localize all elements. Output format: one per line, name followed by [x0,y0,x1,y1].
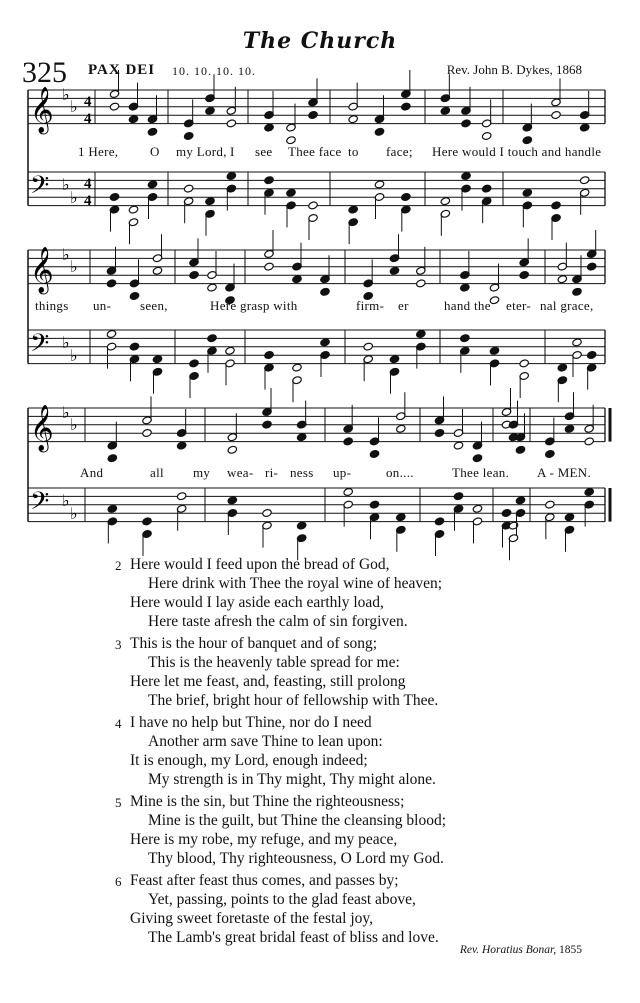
note-head [572,287,582,296]
author-credit [460,944,582,956]
verse-line: Giving sweet foretaste of the festal joy, [130,910,374,927]
note-head [369,449,379,458]
verse-number: 3 [115,637,122,652]
note-head [434,517,444,526]
lyric-syllable: Thee lean. [452,465,510,480]
flat-icon: ♭ [62,245,70,264]
note-head [109,102,119,111]
lyric-syllable: face; [386,144,413,159]
note-head [557,363,567,372]
note-head [416,279,426,288]
note-head [515,496,525,505]
verse-number: 6 [115,874,122,889]
note-head [522,188,532,197]
lyric-syllable: ness [290,465,314,480]
note-head [481,184,491,193]
flat-icon: ♭ [70,257,78,276]
note-head [551,110,561,119]
flat-icon: ♭ [62,333,70,352]
note-head [205,197,215,206]
note-head [572,338,582,347]
note-head [296,433,306,442]
note-head [129,342,139,351]
note-head [416,329,426,338]
flat-icon: ♭ [70,97,78,116]
note-head [501,508,511,517]
verse-line: Here would I lay aside each earthly load, [130,594,384,611]
note-head [472,454,482,463]
verse-line: Thy blood, Thy righteousness, O Lord my God. [148,850,444,867]
note-head [481,131,491,140]
verse-block [0,792,640,872]
note-head [396,513,406,522]
lyric-syllable: eter- [506,298,532,313]
verse-line: Here would I feed upon the bread of God, [130,556,390,573]
verse-line: Here let me feast, and, feasting, still prolong [130,673,406,690]
lyric-syllable: all [150,465,164,480]
flat-icon: ♭ [70,504,78,523]
lyric-syllable: up- [333,465,352,480]
lyric-syllable: ri- [265,465,279,480]
note-head [176,441,186,450]
note-head [264,176,274,185]
note-head [564,513,574,522]
time-signature: 4 [84,94,92,110]
note-head [227,496,237,505]
verse-line: Yet, passing, points to the glad feast above, [148,891,416,908]
verse-line: Here is my robe, my refuge, and my peace, [130,831,398,848]
note-head [348,115,358,124]
metre: 10. 10. 10. 10. [172,64,256,78]
note-head [262,508,272,517]
verse-line: It is enough, my Lord, enough indeed; [130,752,368,769]
note-head [343,487,353,496]
composer-credit: Rev. John B. Dykes, 1868 [446,62,582,77]
note-head [106,329,116,338]
note-head [227,445,237,454]
lyric-syllable: Here would I touch and handle [432,144,602,159]
note-head [308,110,318,119]
note-head [292,275,302,284]
note-head [584,437,594,446]
verse-block [0,871,640,951]
lyric-syllable: And [80,465,104,480]
hymn-number: 325 [22,56,67,89]
note-head [434,428,444,437]
flat-icon: ♭ [70,415,78,434]
note-head [579,176,589,185]
note-head [363,342,373,351]
note-head [107,454,117,463]
note-head [226,119,236,128]
verse-line: This is the hour of banquet and of song; [130,635,378,652]
bass-clef-icon: 𝄢 [30,171,50,206]
time-signature: 4 [84,176,92,192]
lyric-syllable: firm- [356,298,385,313]
verse-line: Mine is the sin, but Thine the righteousness; [130,793,405,810]
treble-clef-icon: 𝄞 [30,405,54,451]
lyric-syllable: O [150,144,160,159]
note-head [551,201,561,210]
note-head [292,363,302,372]
note-head [142,517,152,526]
note-head [343,437,353,446]
note-head [147,127,157,136]
note-head [396,424,406,433]
note-head [515,445,525,454]
note-head [189,270,199,279]
verse-line: My strength is in Thy might, Thy might alone. [148,771,436,788]
verse-number: 4 [115,716,122,731]
note-head [389,266,399,275]
verse-line: Here drink with Thee the royal wine of heaven; [148,575,443,592]
note-head [453,492,463,501]
note-head [320,287,330,296]
note-head [226,171,236,180]
note-head [374,180,384,189]
flat-icon: ♭ [62,85,70,104]
verse-line: Feast after feast thus comes, and passes by; [130,872,399,889]
verse-line: Mine is the guilt, but Thine the cleansing blood; [148,812,447,829]
note-head [460,283,470,292]
lyric-syllable: hand the [444,298,491,313]
verse-line: Another arm save Thine to lean upon: [148,733,383,750]
tune-name: PAX DEI [88,62,156,78]
note-head [389,355,399,364]
lyric-syllable: I [230,144,235,159]
note-head [183,131,193,140]
note-head [401,102,411,111]
note-head [348,205,358,214]
note-head [129,291,139,300]
verse-number: 5 [115,795,122,810]
verse-line: The brief, bright hour of fellowship with Thee. [148,692,439,709]
note-head [142,428,152,437]
author-name: Rev. Horatius Bonar, [459,944,557,956]
note-head [296,521,306,530]
flat-icon: ♭ [70,188,78,207]
note-head [489,346,499,355]
note-head [183,184,193,193]
note-head [107,504,117,513]
time-signature: 4 [84,193,92,209]
verse-block [0,555,640,635]
verse-line: I have no help but Thine, nor do I need [130,714,372,731]
note-head [461,171,471,180]
flat-icon: ♭ [70,346,78,365]
note-head [109,192,119,201]
lyric-syllable: seen, [140,298,168,313]
verse-line: The Lamb's great bridal feast of bliss and love. [148,929,439,946]
verse-number: 2 [115,558,122,573]
note-head [152,355,162,364]
note-head [176,492,186,501]
note-head [440,197,450,206]
note-head [147,180,157,189]
note-head [489,296,499,305]
verse-block [0,713,640,793]
note-head [519,270,529,279]
note-head [557,275,567,284]
note-head [545,449,555,458]
note-head [207,334,217,343]
note-head [374,127,384,136]
time-signature: 4 [84,111,92,127]
lyric-syllable: Here grasp with [210,298,298,313]
note-head [584,487,594,496]
note-head [586,262,596,271]
note-head [128,205,138,214]
bass-clef-icon: 𝄢 [30,487,50,522]
note-head [320,338,330,347]
note-head [286,188,296,197]
note-head [586,350,596,359]
note-head [545,500,555,509]
note-head [472,504,482,513]
lyric-syllable: to [348,144,359,159]
lyric-syllable: my Lord, [176,144,227,159]
treble-clef-icon: 𝄞 [30,87,54,133]
page-title: The Church [242,28,398,54]
note-head [440,106,450,115]
note-head [308,201,318,210]
bass-clef-icon: 𝄢 [30,329,50,364]
note-head [369,500,379,509]
note-head [207,283,217,292]
note-head [152,266,162,275]
note-head [264,350,274,359]
note-head [460,334,470,343]
note-head [401,192,411,201]
note-head [106,279,116,288]
lyric-syllable: er [398,298,409,313]
note-head [461,119,471,128]
lyric-syllable: un- [93,298,112,313]
note-head [189,359,199,368]
flat-icon: ♭ [62,175,70,194]
lyric-syllable: wea- [227,465,254,480]
lyric-syllable: 1 Here, [78,144,119,159]
verse-line: This is the heavenly table spread for me: [148,654,400,671]
lyric-syllable: my [193,465,211,480]
lyric-syllable: things [35,298,69,313]
note-head [262,420,272,429]
note-head [264,123,274,132]
note-head [579,123,589,132]
lyric-syllable: A - MEN. [537,465,592,480]
lyric-syllable: nal grace, [540,298,594,313]
lyric-syllable: Thee face [288,144,342,159]
note-head [519,359,529,368]
lyric-syllable: on.... [386,465,414,480]
note-head [205,106,215,115]
note-head [225,346,235,355]
note-head [453,441,463,450]
verse-line: Here taste afresh the calm of sin forgiven. [148,613,408,630]
treble-clef-icon: 𝄞 [30,247,54,293]
lyric-syllable: see [255,144,273,159]
flat-icon: ♭ [62,491,70,510]
note-head [264,262,274,271]
note-head [564,424,574,433]
verse-block [0,634,640,714]
note-head [128,115,138,124]
flat-icon: ♭ [62,403,70,422]
author-year: 1855 [559,944,582,956]
